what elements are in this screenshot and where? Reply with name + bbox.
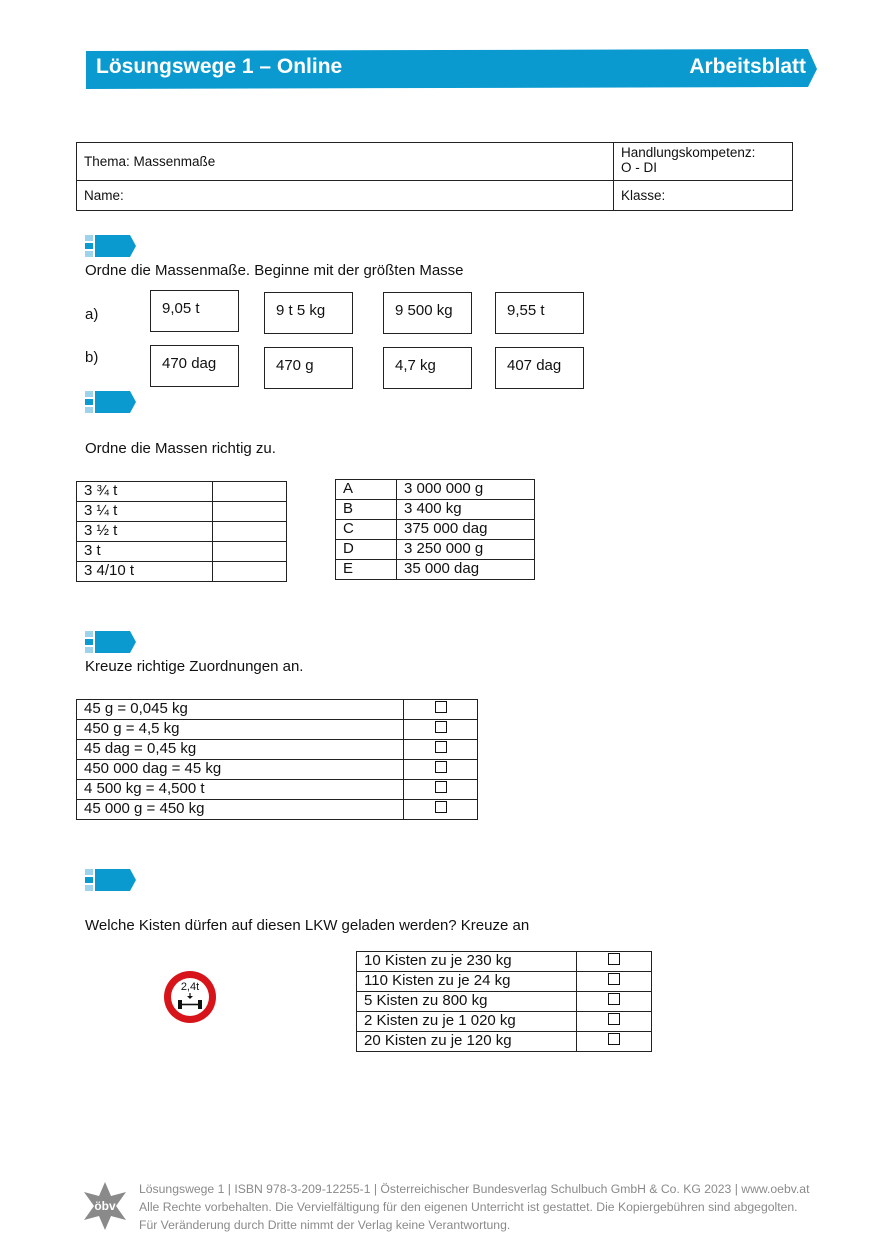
- answer-cell: [213, 482, 287, 502]
- checkbox-cell[interactable]: [577, 1012, 652, 1032]
- footer-line-1: Lösungswege 1 | ISBN 978-3-209-12255-1 | Österreichischer Bundesverlag Schulbuch GmbH & Co. KG 2023 | www.oebv.at: [139, 1182, 810, 1196]
- competence-value: O - DI: [621, 160, 657, 175]
- series-title: Lösungswege 1 – Online: [96, 55, 343, 78]
- checkbox-cell[interactable]: [404, 740, 478, 760]
- checkbox-cell[interactable]: [577, 1032, 652, 1052]
- crate-table: [356, 951, 652, 1052]
- equation-cell: 450 g = 4,5 kg: [77, 720, 404, 740]
- checkbox-cell[interactable]: [577, 952, 652, 972]
- checkbox-cell[interactable]: [404, 700, 478, 720]
- crate-option-cell: 2 Kisten zu je 1 020 kg: [357, 1012, 577, 1032]
- answer-cell: [213, 542, 287, 562]
- mass-box: 9 500 kg: [383, 292, 472, 334]
- info-table: [76, 142, 793, 211]
- mass-box: 470 dag: [150, 345, 239, 387]
- axle-load-sign-icon: [162, 969, 218, 1025]
- checkbox[interactable]: [608, 953, 620, 965]
- value-cell: 3 250 000 g: [397, 540, 535, 560]
- value-cell: 375 000 dag: [397, 520, 535, 540]
- task4-instruction: Welche Kisten dürfen auf diesen LKW geladen werden? Kreuze an: [85, 917, 530, 934]
- competence-label: Handlungskompetenz:: [621, 145, 756, 160]
- equation-cell: 4 500 kg = 4,500 t: [77, 780, 404, 800]
- left-item: 3 ¼ t: [77, 502, 213, 522]
- letter-cell: C: [336, 520, 397, 540]
- checkbox[interactable]: [435, 761, 447, 773]
- crate-option-cell: 10 Kisten zu je 230 kg: [357, 952, 577, 972]
- check-table: [76, 699, 478, 820]
- value-cell: 3 400 kg: [397, 500, 535, 520]
- competence-cell: [614, 143, 793, 181]
- crate-option-cell: 110 Kisten zu je 24 kg: [357, 972, 577, 992]
- checkbox-cell[interactable]: [404, 760, 478, 780]
- checkbox-cell[interactable]: [404, 780, 478, 800]
- mass-box: 9,05 t: [150, 290, 239, 332]
- name-field: Name:: [77, 181, 614, 211]
- checkbox[interactable]: [435, 721, 447, 733]
- checkbox[interactable]: [608, 1013, 620, 1025]
- checkbox-cell[interactable]: [404, 800, 478, 820]
- class-field: Klasse:: [614, 181, 793, 211]
- left-item: 3 ½ t: [77, 522, 213, 542]
- checkbox[interactable]: [608, 993, 620, 1005]
- footer-line-2: Alle Rechte vorbehalten. Die Vervielfältigung für den eigenen Unterricht ist gestattet. Die Kopiergebühren sind abgegolten.: [139, 1200, 798, 1214]
- task-marker-icon: [85, 235, 137, 257]
- letter-cell: B: [336, 500, 397, 520]
- checkbox[interactable]: [435, 781, 447, 793]
- mass-box: 407 dag: [495, 347, 584, 389]
- left-item: 3 ¾ t: [77, 482, 213, 502]
- equation-cell: 45 g = 0,045 kg: [77, 700, 404, 720]
- equation-cell: 450 000 dag = 45 kg: [77, 760, 404, 780]
- task2-instruction: Ordne die Massen richtig zu.: [85, 440, 276, 457]
- checkbox-cell[interactable]: [577, 992, 652, 1012]
- value-cell: 3 000 000 g: [397, 480, 535, 500]
- document-type: Arbeitsblatt: [689, 55, 806, 78]
- right-match-table: [335, 479, 535, 580]
- task3-instruction: Kreuze richtige Zuordnungen an.: [85, 658, 304, 675]
- checkbox[interactable]: [608, 1033, 620, 1045]
- task-marker-icon: [85, 391, 137, 413]
- letter-cell: D: [336, 540, 397, 560]
- sign-label: 2,4t: [180, 981, 200, 993]
- left-item: 3 4/10 t: [77, 562, 213, 582]
- mass-box: 4,7 kg: [383, 347, 472, 389]
- row-b-label: b): [85, 349, 99, 366]
- checkbox-cell[interactable]: [404, 720, 478, 740]
- logo-text: öbv: [94, 1199, 116, 1213]
- topic-cell: Thema: Massenmaße: [77, 143, 614, 181]
- answer-cell: [213, 522, 287, 542]
- crate-option-cell: 5 Kisten zu 800 kg: [357, 992, 577, 1012]
- footer-line-3: Für Veränderung durch Dritte nimmt der Verlag keine Verantwortung.: [139, 1218, 511, 1232]
- checkbox[interactable]: [435, 701, 447, 713]
- mass-box: 9 t 5 kg: [264, 292, 353, 334]
- mass-box: 9,55 t: [495, 292, 584, 334]
- mass-box: 470 g: [264, 347, 353, 389]
- letter-cell: A: [336, 480, 397, 500]
- checkbox[interactable]: [435, 741, 447, 753]
- checkbox-cell[interactable]: [577, 972, 652, 992]
- answer-cell: [213, 562, 287, 582]
- equation-cell: 45 000 g = 450 kg: [77, 800, 404, 820]
- task1-instruction: Ordne die Massenmaße. Beginne mit der größten Masse: [85, 262, 464, 279]
- left-item: 3 t: [77, 542, 213, 562]
- answer-cell: [213, 502, 287, 522]
- left-match-table: [76, 481, 287, 582]
- crate-option-cell: 20 Kisten zu je 120 kg: [357, 1032, 577, 1052]
- equation-cell: 45 dag = 0,45 kg: [77, 740, 404, 760]
- checkbox[interactable]: [608, 973, 620, 985]
- row-a-label: a): [85, 306, 99, 323]
- task-marker-icon: [85, 631, 137, 653]
- publisher-logo-icon: [80, 1180, 130, 1232]
- value-cell: 35 000 dag: [397, 560, 535, 580]
- letter-cell: E: [336, 560, 397, 580]
- task-marker-icon: [85, 869, 137, 891]
- checkbox[interactable]: [435, 801, 447, 813]
